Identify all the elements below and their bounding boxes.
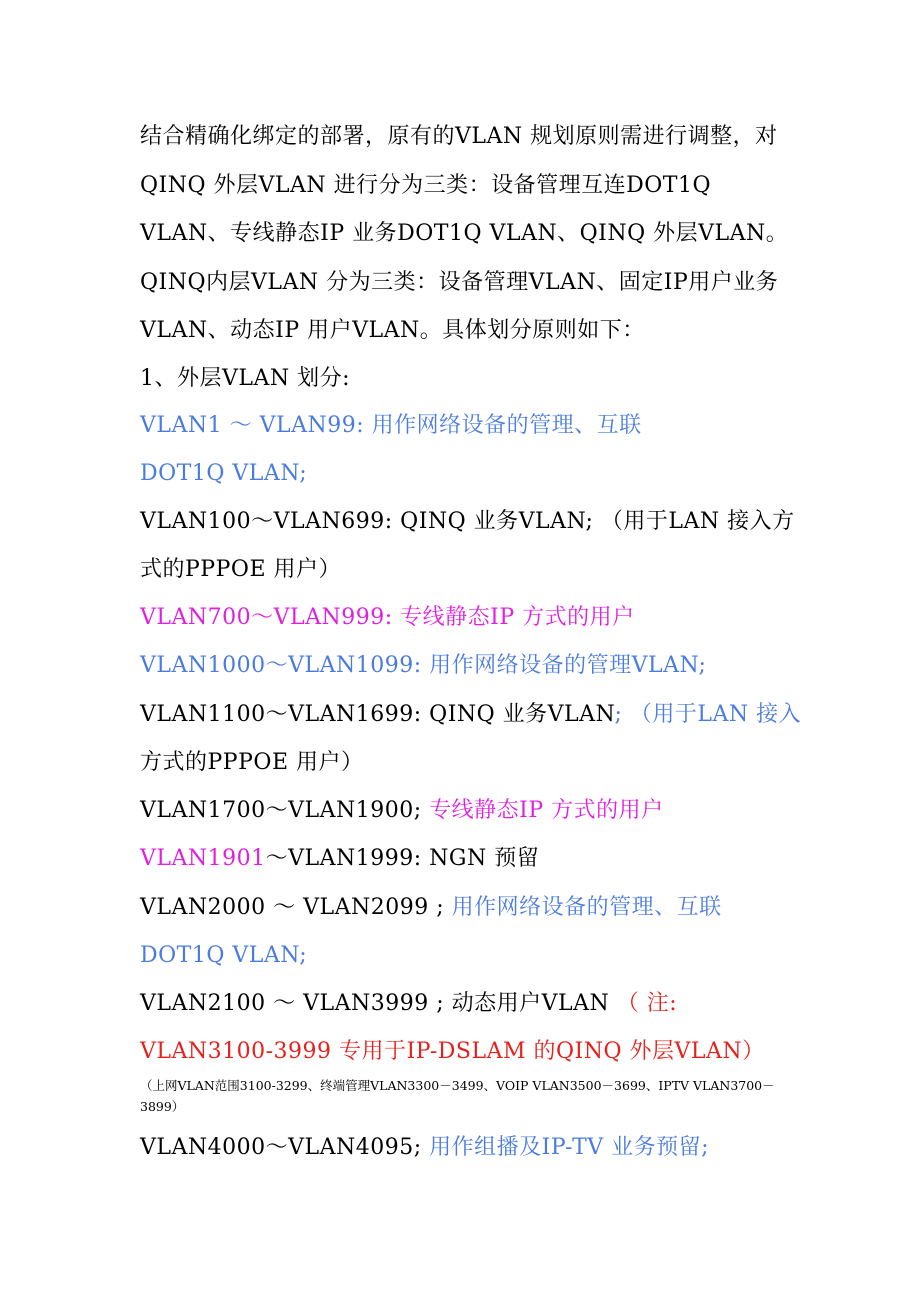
entry-6-desc: 专线静态IP 方式的用户 [429,798,664,823]
entry-9-note-start: （ 注: [616,991,678,1016]
entry-1-line-1: VLAN1 ～ VLAN99: 用作网络设备的管理、互联 [140,413,642,438]
vlan-range-note: （上网VLAN范围3100-3299、终端管理VLAN3300－3499、VOIP VLAN3500－3699、IPTV VLAN3700－3899） [140,1078,775,1114]
intro-paragraph: 结合精确化绑定的部署，原有的VLAN 规划原则需进行调整，对QINQ 外层VLAN 进行分为三类：设备管理互连DOT1Q VLAN、专线静态IP 业务DOT1Q VLAN、QINQ 外层VLAN。 QINQ内层VLAN 分为三类：设备管理VLAN、固定IP用户业务VLAN、动态IP 用户VLAN。具体划分原则如下： [140,124,789,343]
entry-5-range: VLAN1100～VLAN1699: QINQ 业务VLAN [140,702,615,727]
entry-8-line-1 [140,895,722,921]
entry-9-line-2: VLAN3100-3999 专用于IP-DSLAM 的QINQ 外层VLAN） [140,1039,765,1064]
entry-2-line-1: VLAN100～VLAN699: QINQ 业务VLAN; （用于LAN 接入方 [140,509,795,534]
entry-4: VLAN1000～VLAN1099: 用作网络设备的管理VLAN; [140,653,707,678]
entry-2-line-2: 式的PPPOE 用户） [140,557,341,582]
entry-8-line-2: DOT1Q VLAN; [140,943,308,968]
entry-6 [140,798,664,824]
entry-10 [140,1135,709,1161]
entry-7-rest: ～VLAN1999: NGN 预留 [265,846,540,871]
entry-3: VLAN700～VLAN999: 专线静态IP 方式的用户 [140,605,635,630]
entry-8-desc: 用作网络设备的管理、互联 [451,895,722,920]
entry-7 [140,846,539,872]
entry-10-desc: 用作组播及IP-TV 业务预留; [429,1135,710,1160]
entry-5-line-1 [140,702,801,728]
entry-5-semicolon: ; （用于LAN 接入 [614,702,802,727]
entry-7-start: VLAN1901 [140,846,266,871]
entry-6-range: VLAN1700～VLAN1900; [140,798,430,823]
entry-8-range: VLAN2000 ～ VLAN2099 ; [140,895,452,920]
entry-9-range: VLAN2100 ～ VLAN3999 ; 动态用户VLAN [140,991,617,1016]
entry-9-line-1 [140,991,677,1017]
entry-5-line-2: 方式的PPPOE 用户） [140,750,364,775]
entry-10-range: VLAN4000～VLAN4095; [140,1135,430,1160]
entry-1-line-2: DOT1Q VLAN; [140,461,308,486]
section-heading: 1、外层VLAN 划分: [140,366,351,391]
